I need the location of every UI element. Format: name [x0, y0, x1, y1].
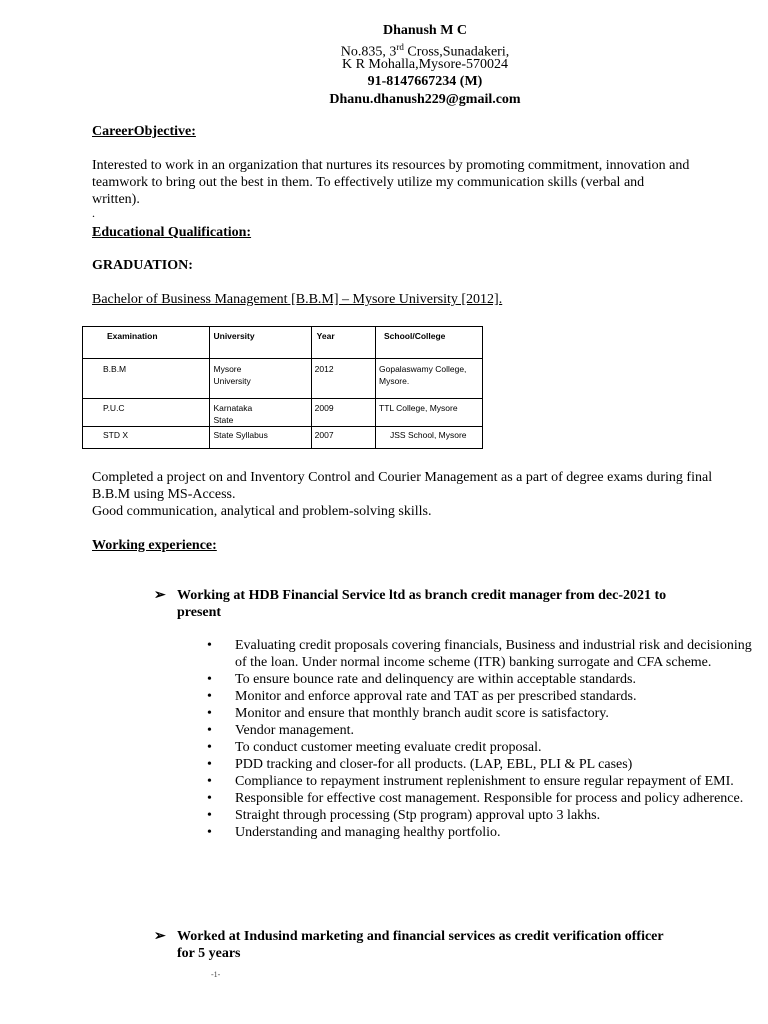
university-cell: State Syllabus: [210, 427, 311, 449]
university-cell: Karnataka State: [210, 399, 311, 427]
job-1-duties-list: [207, 637, 752, 841]
experience-heading: Working experience:: [92, 538, 217, 553]
bullet-icon: •: [207, 791, 212, 806]
arrow-icon: ➢: [154, 588, 166, 603]
education-heading: Educational Qualification:: [92, 225, 252, 240]
school-cell: JSS School, Mysore: [376, 427, 483, 449]
education-table: [82, 326, 483, 449]
exam-cell: B.B.M: [83, 359, 210, 399]
graduation-heading: GRADUATION:: [92, 258, 193, 273]
list-item: • To ensure bounce rate and delinquency are within acceptable standards.: [207, 672, 636, 687]
bullet-icon: •: [207, 757, 212, 772]
list-item: • Straight through processing (Stp program) approval upto 3 lakhs.: [207, 808, 601, 823]
project-text: Completed a project on and Inventory Control and Courier Management as a part of degree exams during final B.B.M using MS-Access.: [92, 470, 713, 502]
skills-text: Good communication, analytical and problem-solving skills.: [92, 504, 432, 519]
list-item: • Compliance to repayment instrument replenishment to ensure regular repayment of EMI.: [207, 774, 734, 789]
resume-name: Dhanush M C: [382, 23, 468, 38]
list-item: • Evaluating credit proposals covering financials, Business and industrial risk and decisioning of the loan. Under normal income scheme (ITR) banking surrogate and CFA scheme.: [207, 638, 752, 670]
address-line-2: K R Mohalla,Mysore-570024: [341, 57, 509, 72]
bullet-icon: •: [207, 672, 212, 687]
bullet-icon: •: [207, 689, 212, 704]
exam-cell: P.U.C: [83, 399, 210, 427]
header-cell: Year: [311, 327, 375, 359]
table-header-row: [83, 327, 483, 359]
table-row: [83, 399, 483, 427]
list-item: • Monitor and enforce approval rate and TAT as per prescribed standards.: [207, 689, 637, 704]
school-cell: Gopalaswamy College, Mysore.: [376, 359, 483, 399]
year-cell: 2007: [311, 427, 375, 449]
phone-number: 91-8147667234 (M): [367, 74, 483, 89]
career-objective-heading: CareerObjective:: [92, 124, 196, 139]
year-cell: 2009: [311, 399, 375, 427]
bullet-icon: •: [207, 740, 212, 755]
table-row: [83, 427, 483, 449]
header-cell: Examination: [83, 327, 210, 359]
address-line-1: No.835, 3rd Cross,Sunadakeri,: [340, 42, 510, 60]
job-2-title: ➢ Worked at Indusind marketing and financial services as credit verification officer for 5 years: [154, 929, 664, 961]
bullet-icon: •: [207, 638, 212, 653]
arrow-icon: ➢: [154, 929, 166, 944]
career-objective-text: Interested to work in an organization that nurtures its resources by promoting commitment, innovation and teamwork to bring out the best in them. To effectively utilize my communication skills (verbal and written).: [92, 158, 690, 207]
year-cell: 2012: [311, 359, 375, 399]
table-row: [83, 359, 483, 399]
email-address: Dhanu.dhanush229@gmail.com: [329, 92, 521, 107]
school-cell: TTL College, Mysore: [376, 399, 483, 427]
list-item: • Understanding and managing healthy portfolio.: [207, 825, 501, 840]
list-item: • Monitor and ensure that monthly branch audit score is satisfactory.: [207, 706, 609, 721]
exam-cell: STD X: [83, 427, 210, 449]
list-item: • PDD tracking and closer-for all products. (LAP, EBL, PLI & PL cases): [207, 757, 633, 772]
bullet-icon: •: [207, 825, 212, 840]
list-item: • To conduct customer meeting evaluate credit proposal.: [207, 740, 542, 755]
list-item: • Vendor management.: [207, 723, 354, 738]
bullet-icon: •: [207, 774, 212, 789]
job-1-title: ➢ Working at HDB Financial Service ltd as branch credit manager from dec-2021 to present: [154, 588, 667, 620]
university-cell: Mysore University: [210, 359, 311, 399]
list-item: • Responsible for effective cost management. Responsible for process and policy adherence.: [207, 791, 744, 806]
header-cell: School/College: [376, 327, 483, 359]
degree-line: Bachelor of Business Management [B.B.M] – Mysore University [2012].: [92, 292, 503, 307]
page-number: -1-: [211, 970, 221, 979]
header-cell: University: [210, 327, 311, 359]
bullet-icon: •: [207, 706, 212, 721]
stray-dot: .: [92, 206, 95, 220]
bullet-icon: •: [207, 808, 212, 823]
bullet-icon: •: [207, 723, 212, 738]
